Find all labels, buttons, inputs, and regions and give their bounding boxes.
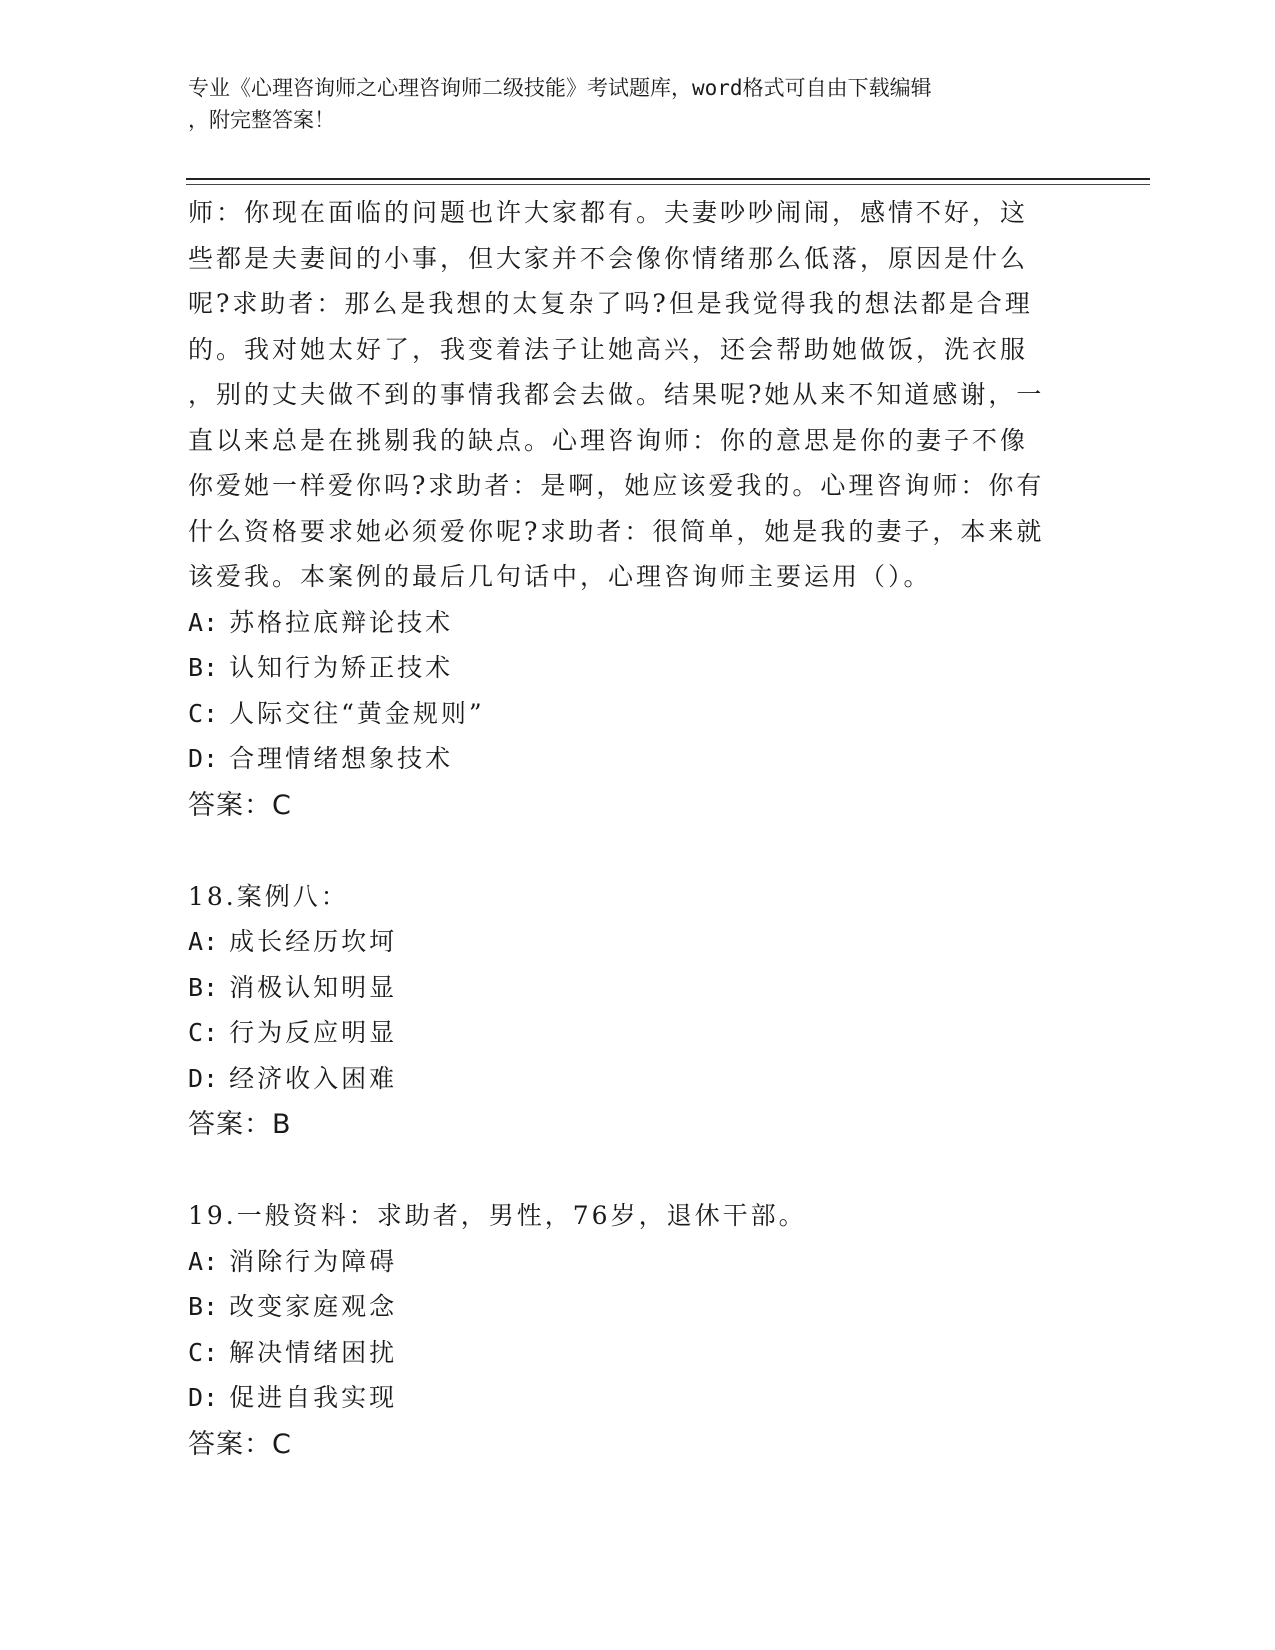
spacer xyxy=(188,830,1088,874)
option-key: D: xyxy=(188,1383,219,1412)
question-stem-line: ，别的丈夫做不到的事情我都会去做。结果呢?她从来不知道感谢，一 xyxy=(188,380,1045,409)
option-c xyxy=(188,691,1088,737)
document-header xyxy=(188,72,1068,136)
question-title: 18.案例八： xyxy=(188,881,349,911)
option-key: D: xyxy=(188,1063,219,1093)
question-stem-line: 师：你现在面临的问题也许大家都有。夫妻吵吵闹闹，感情不好，这 xyxy=(188,198,1029,227)
option-key: A: xyxy=(188,1246,219,1276)
question-stem-line: 呢?求助者：那么是我想的太复杂了吗?但是我觉得我的想法都是合理 xyxy=(188,289,1033,318)
question-17 xyxy=(188,190,1088,830)
option-text: 认知行为矫正技术 xyxy=(229,653,454,682)
option-text: 消极认知明显 xyxy=(229,972,398,1002)
option-text: 促进自我实现 xyxy=(229,1383,398,1412)
question-19 xyxy=(188,1193,1088,1469)
option-d xyxy=(188,736,1088,782)
option-a xyxy=(188,1239,1088,1285)
header-divider xyxy=(186,178,1150,180)
option-text: 消除行为障碍 xyxy=(229,1246,398,1276)
option-b xyxy=(188,965,1088,1011)
question-title: 19.一般资料：求助者，男性，76岁，退休干部。 xyxy=(188,1201,807,1230)
option-text: 人际交往“黄金规则” xyxy=(229,698,485,728)
answer-line: 答案：B xyxy=(188,1109,292,1140)
option-key: A: xyxy=(188,927,219,956)
option-b xyxy=(188,645,1088,691)
header-line-1: 专业《心理咨询师之心理咨询师二级技能》考试题库，word格式可自由下载编辑 xyxy=(188,76,932,100)
option-a xyxy=(188,919,1088,965)
option-d xyxy=(188,1375,1088,1421)
header-line-2: ，附完整答案！ xyxy=(188,108,335,132)
option-key: D: xyxy=(188,744,219,773)
question-stem-line: 什么资格要求她必须爱你呢?求助者：很简单，她是我的妻子，本来就 xyxy=(188,516,1045,546)
option-c xyxy=(188,1330,1088,1376)
option-a xyxy=(188,600,1088,646)
option-key: C: xyxy=(188,1018,219,1047)
option-text: 合理情绪想象技术 xyxy=(229,744,454,773)
option-key: C: xyxy=(188,1337,219,1367)
question-stem-line: 你爱她一样爱你吗?求助者：是啊，她应该爱我的。心理咨询师：你有 xyxy=(188,471,1045,500)
option-text: 经济收入困难 xyxy=(229,1063,398,1093)
option-key: C: xyxy=(188,698,219,728)
option-text: 苏格拉底辩论技术 xyxy=(229,607,454,637)
header-divider-thin xyxy=(186,184,1150,185)
option-d xyxy=(188,1056,1088,1102)
option-text: 解决情绪困扰 xyxy=(229,1337,398,1367)
option-key: A: xyxy=(188,607,219,637)
question-stem-line: 的。我对她太好了，我变着法子让她高兴，还会帮助她做饭，洗衣服 xyxy=(188,334,1029,364)
question-stem-line: 直以来总是在挑剔我的缺点。心理咨询师：你的意思是你的妻子不像 xyxy=(188,425,1029,455)
option-text: 成长经历坎坷 xyxy=(229,927,398,956)
option-b xyxy=(188,1284,1088,1330)
option-key: B: xyxy=(188,972,219,1002)
question-stem-line: 些都是夫妻间的小事，但大家并不会像你情绪那么低落，原因是什么 xyxy=(188,243,1029,273)
option-c xyxy=(188,1010,1088,1056)
option-text: 改变家庭观念 xyxy=(229,1292,398,1321)
document-body xyxy=(188,190,1088,1469)
spacer xyxy=(188,1149,1088,1193)
option-key: B: xyxy=(188,653,219,682)
question-18 xyxy=(188,874,1088,1150)
option-key: B: xyxy=(188,1292,219,1321)
option-text: 行为反应明显 xyxy=(229,1018,398,1047)
answer-line: 答案：C xyxy=(188,1428,292,1460)
answer-line: 答案：C xyxy=(188,789,292,821)
question-stem-line: 该爱我。本案例的最后几句话中，心理咨询师主要运用（）。 xyxy=(188,562,932,591)
